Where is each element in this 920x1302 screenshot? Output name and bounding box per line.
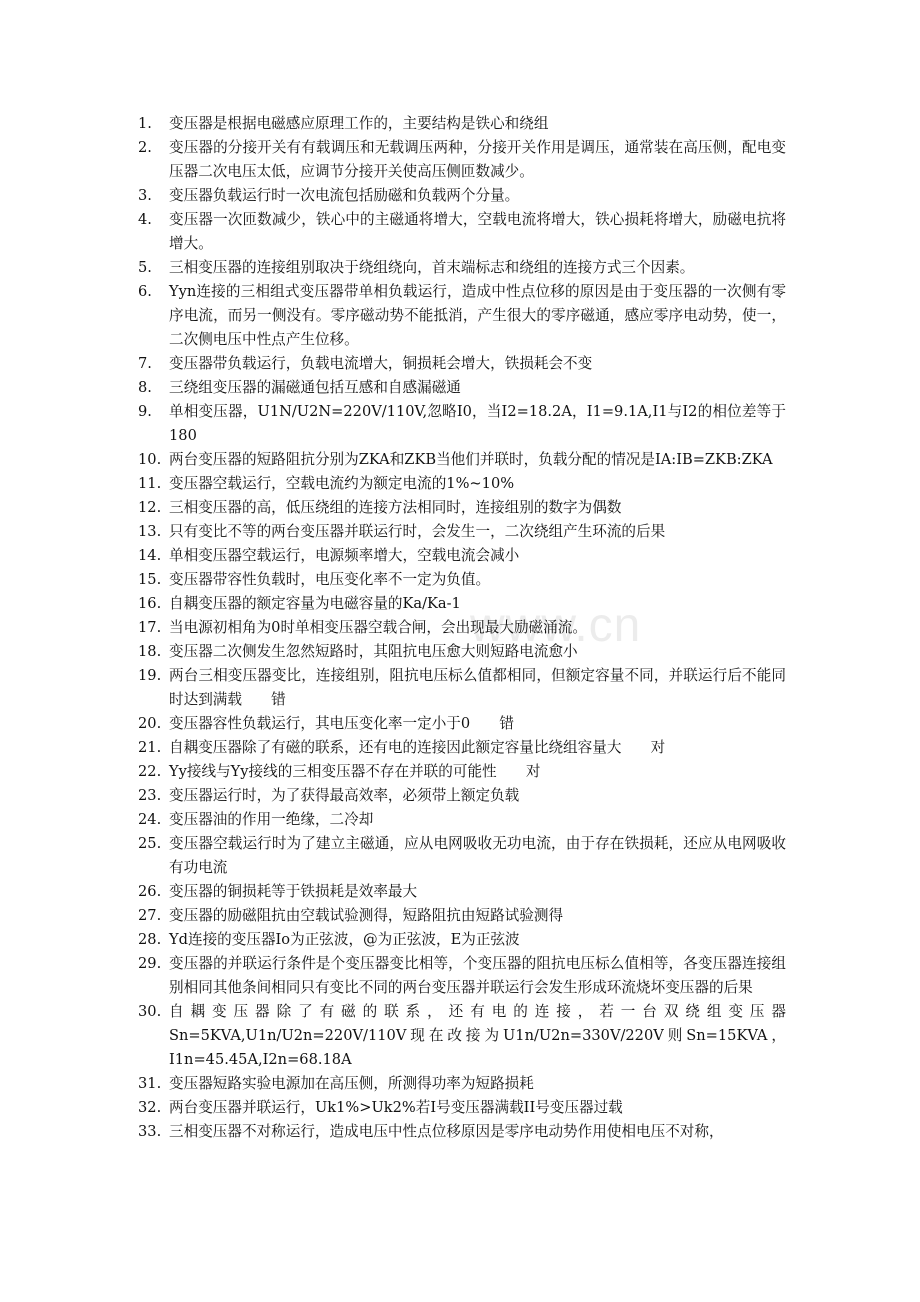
list-item-number: 1.: [138, 115, 152, 132]
list-item-text: 变压器的铜损耗等于铁损耗是效率最大: [169, 883, 418, 900]
list-item-number: 26.: [138, 883, 162, 900]
list-item-number: 32.: [138, 1099, 162, 1116]
list-item-text: 变压器的并联运行条件是个变压器变比相等，个变压器的阻抗电压标么值相等，各变压器连接组别相同其他条间相同只有变比不同的两台变压器并联运行会发生形成环流烧坏变压器的后果: [169, 955, 786, 996]
list-item-text: 两台三相变压器变比，连接组别，阻抗电压标么值都相同，但额定容量不同，并联运行后不能同时达到满载 错: [169, 667, 786, 708]
list-item-number: 4.: [138, 211, 152, 228]
list-item-text: 变压器一次匝数减少，铁心中的主磁通将增大，空载电流将增大，铁心损耗将增大，励磁电抗将增大。: [169, 211, 786, 252]
numbered-list: [138, 112, 786, 1144]
watermark-text: www.cn: [470, 599, 642, 652]
list-item-number: 5.: [138, 259, 152, 276]
list-item: [138, 208, 786, 256]
list-item-number: 14.: [138, 547, 162, 564]
list-item-number: 27.: [138, 907, 162, 924]
list-item: [138, 712, 786, 736]
list-item: [138, 904, 786, 928]
list-item-number: 11.: [138, 475, 162, 492]
list-item-number: 25.: [138, 835, 162, 852]
list-item: [138, 664, 786, 712]
list-item: [138, 112, 786, 136]
list-item: [138, 640, 786, 664]
list-item-number: 12.: [138, 499, 162, 516]
list-item-text: 变压器容性负载运行，其电压变化率一定小于0 错: [169, 715, 514, 732]
list-item-text: 变压器二次侧发生忽然短路时，其阻抗电压愈大则短路电流愈小: [169, 643, 578, 660]
list-item-number: 10.: [138, 451, 162, 468]
list-item-text: 两台变压器并联运行，Uk1%>Uk2%若I号变压器满载II号变压器过载: [169, 1099, 623, 1116]
list-item: [138, 520, 786, 544]
list-item-number: 29.: [138, 955, 162, 972]
list-item-text: Yy接线与Yy接线的三相变压器不存在并联的可能性 对: [169, 763, 541, 780]
list-item: [138, 184, 786, 208]
list-item-number: 21.: [138, 739, 162, 756]
list-item-text: 单相变压器，U1N/U2N=220V/110V,忽略I0，当I2=18.2A，I1=9.1A,I1与I2的相位差等于180: [169, 403, 786, 444]
list-item-text: 三相变压器的高，低压绕组的连接方法相同时，连接组别的数字为偶数: [169, 499, 622, 516]
list-item: [138, 928, 786, 952]
list-item: [138, 1000, 786, 1072]
list-item: [138, 592, 786, 616]
list-item-text: 只有变比不等的两台变压器并联运行时，会发生一，二次绕组产生环流的后果: [169, 523, 666, 540]
list-item-text: 变压器带容性负载时，电压变化率不一定为负值。: [169, 571, 491, 588]
list-item-number: 7.: [138, 355, 152, 372]
list-item: [138, 472, 786, 496]
list-item-text: 变压器短路实验电源加在高压侧，所测得功率为短路损耗: [169, 1075, 534, 1092]
list-item-number: 8.: [138, 379, 152, 396]
list-item: [138, 880, 786, 904]
list-item: [138, 376, 786, 400]
list-item-number: 30.: [138, 1003, 162, 1020]
list-item-text: 单相变压器空载运行，电源频率增大，空载电流会减小: [169, 547, 520, 564]
list-item: [138, 280, 786, 352]
list-item-text: Yyn连接的三相组式变压器带单相负载运行，造成中性点位移的原因是由于变压器的一次侧有零序电流，而另一侧没有。零序磁动势不能抵消，产生很大的零序磁通，感应零序电动势，使一，二次侧电压中性点产生位移。: [169, 283, 786, 348]
list-item-text: 自耦变压器除了有磁的联系，还有电的连接因此额定容量比绕组容量大 对: [169, 739, 666, 756]
list-item-text: 变压器油的作用一绝缘，二冷却: [169, 811, 374, 828]
list-item-number: 19.: [138, 667, 162, 684]
list-item-text: Yd连接的变压器Io为正弦波，@为正弦波，E为正弦波: [169, 931, 520, 948]
list-item-text: 当电源初相角为0时单相变压器空载合闸，会出现最大励磁涌流。: [169, 619, 587, 636]
list-item-number: 16.: [138, 595, 162, 612]
list-item: [138, 736, 786, 760]
list-item-text: 变压器的励磁阻抗由空载试验测得，短路阻抗由短路试验测得: [169, 907, 564, 924]
list-item: [138, 784, 786, 808]
list-item: [138, 136, 786, 184]
list-item: [138, 544, 786, 568]
list-item: [138, 352, 786, 376]
list-item-text: 变压器空载运行，空载电流约为额定电流的1%~10%: [169, 475, 515, 492]
list-item: [138, 1120, 786, 1144]
list-item-text: 变压器运行时，为了获得最高效率，必须带上额定负载: [169, 787, 520, 804]
list-item: [138, 448, 786, 472]
list-item-number: 9.: [138, 403, 152, 420]
list-item-number: 2.: [138, 139, 152, 156]
list-item: [138, 256, 786, 280]
list-item-number: 18.: [138, 643, 162, 660]
list-item: [138, 616, 786, 640]
list-item: [138, 400, 786, 448]
list-item: [138, 496, 786, 520]
list-item-text: 两台变压器的短路阻抗分别为ZKA和ZKB当他们并联时，负载分配的情况是IA:IB=ZKB:ZKA: [169, 451, 773, 468]
list-item-text: 变压器空载运行时为了建立主磁通，应从电网吸收无功电流，由于存在铁损耗，还应从电网吸收有功电流: [169, 835, 786, 876]
list-item: [138, 952, 786, 1000]
list-item-number: 6.: [138, 283, 152, 300]
list-item-text: 变压器带负载运行，负载电流增大，铜损耗会增大，铁损耗会不变: [169, 355, 593, 372]
list-item-text: 变压器是根据电磁感应原理工作的，主要结构是铁心和绕组: [169, 115, 549, 132]
list-item-number: 22.: [138, 763, 162, 780]
list-item: [138, 1072, 786, 1096]
list-item-number: 13.: [138, 523, 162, 540]
list-item-text: 自耦变压器的额定容量为电磁容量的Ka/Ka-1: [169, 595, 461, 612]
list-item: [138, 832, 786, 880]
list-item: [138, 760, 786, 784]
list-item-text: 变压器的分接开关有有载调压和无载调压两种，分接开关作用是调压，通常装在高压侧，配电变压器二次电压太低，应调节分接开关使高压侧匝数减少。: [169, 139, 786, 180]
list-item-text: 自耦变压器除了有磁的联系，还有电的连接，若一台双绕组变压器Sn=5KVA,U1n/U2n=220V/110V现在改接为U1n/U2n=330V/220V则Sn=15KVA，I1n=45.45A,I2n=68.18A: [169, 1003, 786, 1068]
list-item-number: 23.: [138, 787, 162, 804]
list-item-number: 20.: [138, 715, 162, 732]
list-item-number: 28.: [138, 931, 162, 948]
list-item-number: 31.: [138, 1075, 162, 1092]
list-item-text: 变压器负载运行时一次电流包括励磁和负载两个分量。: [169, 187, 520, 204]
list-item-number: 17.: [138, 619, 162, 636]
list-item-number: 33.: [138, 1123, 162, 1140]
list-item-text: 三相变压器的连接组别取决于绕组绕向，首末端标志和绕组的连接方式三个因素。: [169, 259, 695, 276]
list-item: [138, 808, 786, 832]
list-item: [138, 1096, 786, 1120]
list-item-text: 三绕组变压器的漏磁通包括互感和自感漏磁通: [169, 379, 461, 396]
list-item-number: 3.: [138, 187, 152, 204]
list-item-text: 三相变压器不对称运行，造成电压中性点位移原因是零序电动势作用使相电压不对称，: [169, 1123, 724, 1140]
list-item-number: 24.: [138, 811, 162, 828]
list-item: [138, 568, 786, 592]
list-item-number: 15.: [138, 571, 162, 588]
